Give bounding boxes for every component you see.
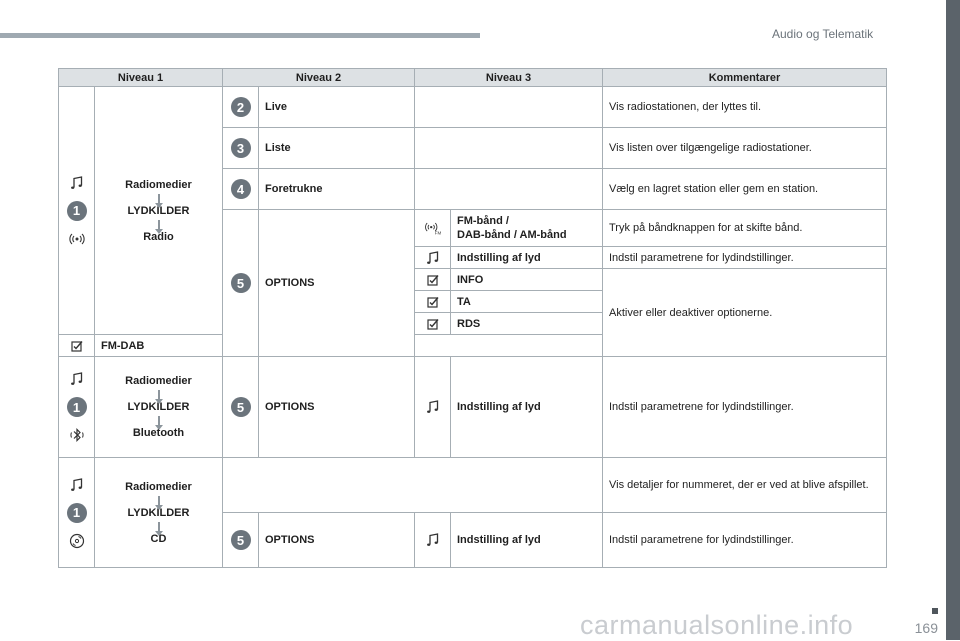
comment-liste: Vis listen over tilgængelige radiostationer. [603, 128, 887, 169]
chain-bluetooth: Bluetooth [132, 427, 185, 439]
level2-options: OPTIONS [259, 513, 415, 568]
level3-sound: Indstilling af lyd [451, 513, 603, 568]
icon-cell [59, 335, 95, 357]
level3-band-line1: FM-bånd / [457, 215, 509, 227]
level2-options: OPTIONS [259, 357, 415, 458]
table-row [59, 357, 887, 458]
level1-icons-bluetooth [59, 357, 95, 458]
level-badge-2: 2 [231, 97, 251, 117]
icon-cell [415, 210, 451, 247]
chain-arrow [158, 390, 160, 400]
level-badge-1: 1 [67, 397, 87, 417]
music-note-icon [425, 399, 441, 415]
level-badge-5: 5 [231, 397, 251, 417]
level-badge-1: 1 [67, 503, 87, 523]
level2-options: OPTIONS [259, 210, 415, 357]
checkbox-icon [425, 316, 441, 332]
chain-cd: CD [150, 532, 167, 545]
chain-lydkilder: LYDKILDER [127, 204, 190, 217]
empty-level3 [415, 169, 603, 210]
chain-lydkilder: LYDKILDER [127, 401, 190, 413]
page-number: 169 [914, 620, 938, 636]
level1-icons-cd [59, 458, 95, 568]
checkbox-icon [425, 272, 441, 288]
level1-chain-bluetooth [95, 357, 223, 458]
table-row [59, 87, 887, 128]
badge-cell [223, 210, 259, 357]
icon-cell [415, 357, 451, 458]
checkbox-icon [425, 294, 441, 310]
chain-radiomedier: Radiomedier [125, 480, 192, 493]
continue-marker [932, 608, 938, 614]
level-badge-5: 5 [231, 530, 251, 550]
header-kommentarer: Kommentarer [603, 69, 887, 87]
bluetooth-icon [69, 427, 85, 443]
watermark: carmanualsonline.info [580, 610, 854, 640]
chain-radiomedier: Radiomedier [125, 178, 192, 191]
empty-level2-3 [223, 458, 603, 513]
table-row [59, 458, 887, 513]
header-niveau-3: Niveau 3 [415, 69, 603, 87]
music-note-icon [425, 532, 441, 548]
comment-track-details: Vis detaljer for nummeret, der er ved at blive afspillet. [603, 458, 887, 513]
table-header-row [59, 69, 887, 87]
level2-live: Live [259, 87, 415, 128]
fm-radio-icon [425, 220, 441, 236]
level3-sound: Indstilling af lyd [451, 247, 603, 269]
level1-chain-radio [95, 87, 223, 335]
icon-cell [415, 313, 451, 335]
comment-checkbox-options: Aktiver eller deaktiver optionerne. [603, 269, 887, 357]
side-tab-bar [946, 0, 960, 640]
chain-radio: Radio [143, 230, 174, 243]
icon-cell [415, 269, 451, 291]
radio-antenna-icon [69, 231, 85, 247]
header-rule [0, 33, 480, 38]
level1-chain-cd [95, 458, 223, 568]
comment-sound: Indstil parametrene for lydindstillinger. [603, 357, 887, 458]
chain-arrow [158, 496, 160, 506]
music-note-icon [69, 477, 85, 493]
comment-live: Vis radiostationen, der lyttes til. [603, 87, 887, 128]
chain-arrow [158, 522, 160, 532]
page-header-title: Audio og Telematik [772, 27, 874, 41]
level-badge-3: 3 [231, 138, 251, 158]
chain-arrow [158, 194, 160, 204]
empty-level3 [415, 128, 603, 169]
music-note-icon [425, 250, 441, 266]
level-badge-4: 4 [231, 179, 251, 199]
level3-info: INFO [451, 269, 603, 291]
cd-disc-icon [69, 533, 85, 549]
comment-band: Tryk på båndknappen for at skifte bånd. [603, 210, 887, 247]
level3-rds: RDS [451, 313, 603, 335]
header-niveau-1: Niveau 1 [59, 69, 223, 87]
level-badge-5: 5 [231, 273, 251, 293]
badge-cell [223, 357, 259, 458]
chain-radiomedier: Radiomedier [125, 375, 192, 387]
comment-foretrukne: Vælg en lagret station eller gem en station. [603, 169, 887, 210]
level-badge-1: 1 [67, 201, 87, 221]
badge-cell [223, 513, 259, 568]
header-niveau-2: Niveau 2 [223, 69, 415, 87]
comment-sound: Indstil parametrene for lydindstillinger. [603, 513, 887, 568]
chain-lydkilder: LYDKILDER [127, 506, 190, 519]
chain-arrow [158, 220, 160, 230]
level3-ta: TA [451, 291, 603, 313]
level3-band-line2: DAB-bånd / AM-bånd [457, 229, 567, 241]
badge-cell [223, 128, 259, 169]
badge-cell [223, 169, 259, 210]
badge-cell [223, 87, 259, 128]
menu-table [58, 68, 887, 568]
icon-cell [415, 513, 451, 568]
svg-text:FM: FM [434, 230, 441, 236]
level2-liste: Liste [259, 128, 415, 169]
level1-icons-radio [59, 87, 95, 335]
empty-level3 [415, 87, 603, 128]
checkbox-icon [69, 338, 85, 354]
level3-fm-dab: FM-DAB [95, 335, 223, 357]
level2-foretrukne: Foretrukne [259, 169, 415, 210]
comment-sound: Indstil parametrene for lydindstillinger. [603, 247, 887, 269]
music-note-icon [69, 175, 85, 191]
level3-band [451, 210, 603, 247]
chain-arrow [158, 416, 160, 426]
music-note-icon [69, 371, 85, 387]
icon-cell [415, 291, 451, 313]
level3-sound: Indstilling af lyd [451, 357, 603, 458]
icon-cell [415, 247, 451, 269]
